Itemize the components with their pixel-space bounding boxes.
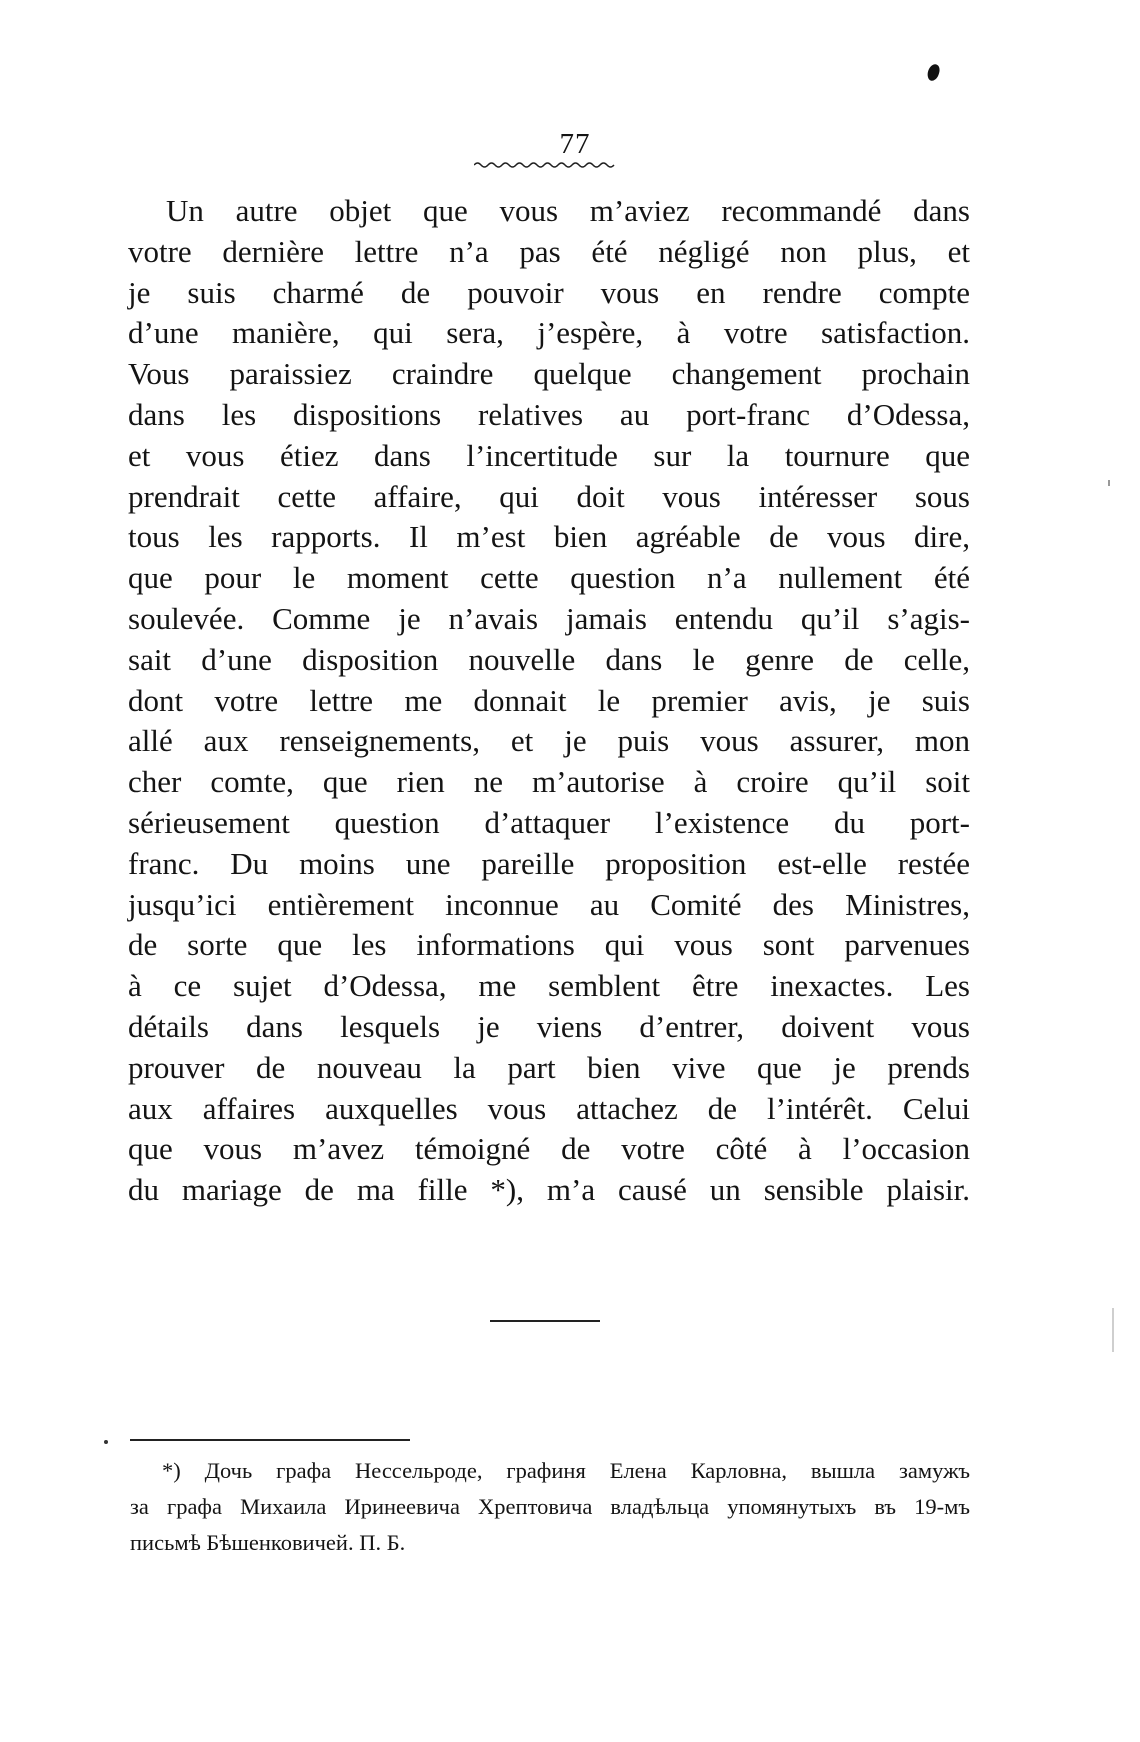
body-line: sérieusement question d’attaquer l’existence du port- <box>128 804 970 840</box>
footnote <box>130 1453 970 1561</box>
body-line: je suis charmé de pouvoir vous en rendre compte <box>128 274 970 310</box>
body-line: prendrait cette affaire, qui doit vous intéresser sous <box>128 478 970 514</box>
body-line: que pour le moment cette question n’a nullement été <box>128 560 970 596</box>
margin-dot <box>104 1440 108 1444</box>
footnote-line: за графа Михаила Иринеевича Хрептовича владѣльца упомянутыхъ въ 19-мъ <box>130 1494 970 1519</box>
body-line: cher comte, que rien ne m’autorise à croire qu’il soit <box>128 764 970 800</box>
page-number: 77 <box>559 128 591 160</box>
ink-blot-mark <box>926 63 942 83</box>
body-line: allé aux renseignements, et je puis vous assurer, mon <box>128 723 970 759</box>
body-line: prouver de nouveau la part bien vive que je prends <box>128 1049 970 1085</box>
section-end-rule <box>490 1320 600 1322</box>
footnote-line: *) Дочь графа Нессельроде, графиня Елена Карловна, вышла замужъ <box>162 1458 970 1483</box>
scan-edge-mark <box>1112 1308 1114 1352</box>
body-line: jusqu’ici entièrement inconnue au Comité des Ministres, <box>128 886 970 922</box>
body-line: de sorte que les informations qui vous sont parvenues <box>128 927 970 963</box>
body-line: du mariage de ma fille *), m’a causé un sensible plaisir. <box>128 1172 970 1208</box>
body-line: aux affaires auxquelles vous attachez de l’intérêt. Celui <box>128 1090 970 1126</box>
body-line: soulevée. Comme je n’avais jamais entendu qu’il s’agis- <box>128 600 970 636</box>
body-line: franc. Du moins une pareille proposition est-elle restée <box>128 845 970 881</box>
body-line: Vous paraissiez craindre quelque changement prochain <box>128 356 970 392</box>
letter-body <box>128 191 970 1211</box>
body-line: sait d’une disposition nouvelle dans le genre de celle, <box>128 641 970 677</box>
body-line: Un autre objet que vous m’aviez recommandé dans <box>166 193 970 228</box>
footnote-separator-rule <box>130 1439 410 1441</box>
margin-speck <box>1108 480 1110 486</box>
body-line: dans les dispositions relatives au port-franc d’Odessa, <box>128 396 970 432</box>
body-line: à ce sujet d’Odessa, me semblent être inexactes. Les <box>128 968 970 1004</box>
footnote-line: письмѣ Бѣшенковичей. П. Б. <box>130 1530 406 1555</box>
wavy-ornament-rule <box>474 160 616 170</box>
body-line: votre dernière lettre n’a pas été négligé non plus, et <box>128 233 970 269</box>
body-line: tous les rapports. Il m’est bien agréable de vous dire, <box>128 519 970 555</box>
body-line: d’une manière, qui sera, j’espère, à votre satisfaction. <box>128 315 970 351</box>
body-line: que vous m’avez témoigné de votre côté à l’occasion <box>128 1131 970 1167</box>
body-line: et vous étiez dans l’incertitude sur la tournure que <box>128 437 970 473</box>
body-line: dont votre lettre me donnait le premier avis, je suis <box>128 682 970 718</box>
body-line: détails dans lesquels je viens d’entrer, doivent vous <box>128 1008 970 1044</box>
